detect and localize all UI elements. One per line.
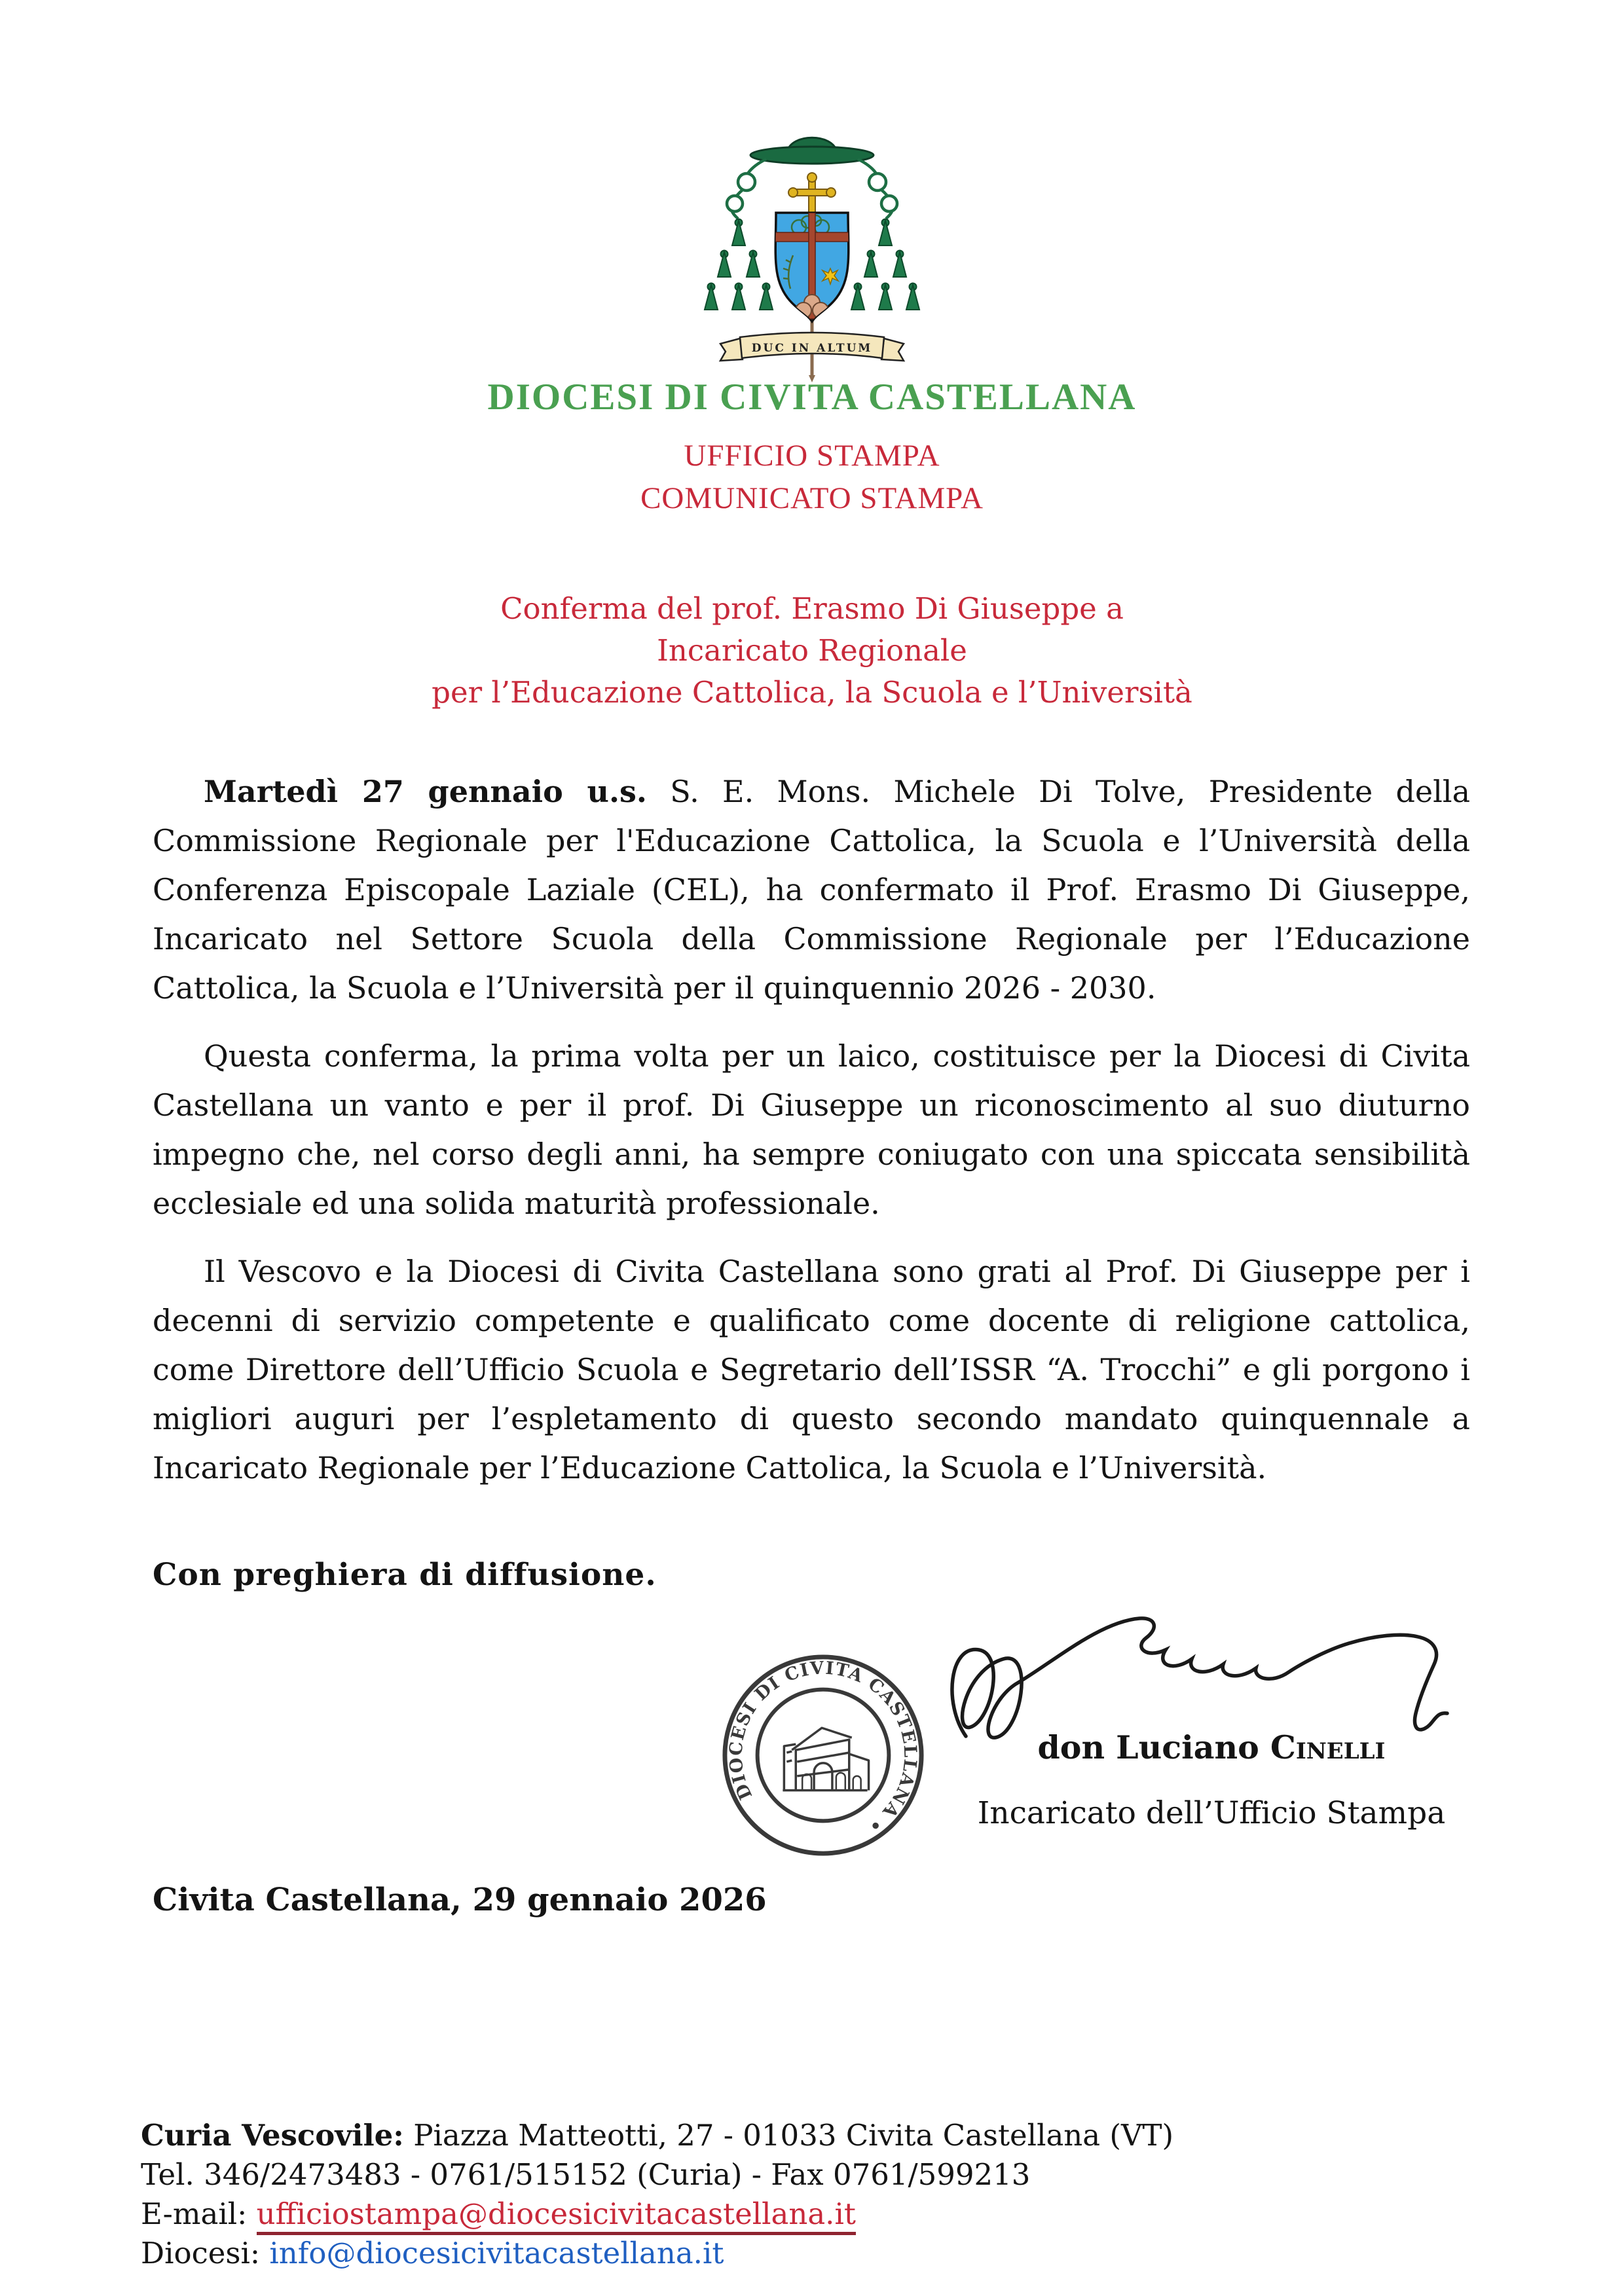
document-title-line2: Incaricato Regionale: [657, 633, 967, 668]
signer-role: Incaricato dell’Ufficio Stampa: [977, 1795, 1446, 1831]
footer-phone-line: Tel. 346/2473483 - 0761/515152 (Curia) - Fax 0761/599213: [141, 2157, 1031, 2192]
document-title-line3: per l’Educazione Cattolica, la Scuola e l’Università: [432, 675, 1192, 710]
document-title: [0, 588, 1624, 714]
gold-cross-icon: [788, 173, 836, 214]
shield-icon: [775, 213, 849, 321]
signer-name-prefix: don Luciano: [1037, 1728, 1270, 1766]
crest-motto: DUC IN ALTUM: [751, 342, 873, 355]
paragraph-3: Il Vescovo e la Diocesi di Civita Castellana sono grati al Prof. Di Giuseppe per i decenni di servizio competente e qualificato come docente di religione cattolica, come Direttore dell’Ufficio Scuola e Segretario dell’ISSR “A. Trocchi” e gli porgono i migliori auguri per l’espletamento di questo secondo mandato quinquennale a Incaricato Regionale per l’Educazione Cattolica, la Scuola e l’Università.: [153, 1254, 1470, 1485]
footer-address-value: Piazza Matteotti, 27 - 01033 Civita Castellana (VT): [403, 2118, 1174, 2153]
document-title-line1: Conferma del prof. Erasmo Di Giuseppe a: [500, 591, 1124, 626]
stamp-circular-text: DIOCESI DI CIVITA CASTELLANA •: [726, 1658, 921, 1837]
org-name-heading: DIOCESI DI CIVITA CASTELLANA: [487, 376, 1137, 418]
footer-diocese-label: Diocesi:: [141, 2236, 270, 2270]
footer: [141, 2116, 1516, 2273]
diocese-stamp-icon: [719, 1651, 927, 1859]
paragraph-1: [153, 767, 1470, 1013]
diocese-email-link[interactable]: info@diocesicivitacastellana.it: [269, 2236, 724, 2270]
press-office-email-link[interactable]: ufficiostampa@diocesicivitacastellana.it: [257, 2196, 856, 2235]
footer-address-line: [141, 2116, 1516, 2155]
dateline: Civita Castellana, 29 gennaio 2026: [153, 1882, 767, 1918]
body-text: [153, 767, 1470, 1493]
church-facade-icon: [783, 1728, 868, 1790]
paragraph-1-rest: S. E. Mons. Michele Di Tolve, Presidente della Commissione Regionale per l'Educazione Cattolica, la Scuola e l’Università della Conferenza Episcopale Laziale (CEL), ha confermato il Prof. Erasmo Di Giuseppe, Incaricato nel Settore Scuola della Commissione Regionale per l’Educazione Cattolica, la Scuola e l’Università per il quinquennio 2026 - 2030.: [153, 774, 1471, 1006]
footer-email-label: E-mail:: [141, 2196, 257, 2231]
footer-email-line: [141, 2195, 1516, 2234]
galero-hat-icon: [750, 137, 874, 164]
diocese-coat-of-arms-icon: [701, 121, 923, 383]
paragraph-1-lead: Martedì 27 gennaio u.s.: [204, 774, 647, 809]
press-office-line: UFFICIO STAMPA: [684, 439, 940, 473]
closing-line: Con preghiera di diffusione.: [153, 1557, 657, 1593]
signer-surname: Cinelli: [1270, 1728, 1386, 1766]
footer-diocese-line: [141, 2234, 1516, 2273]
paragraph-2: Questa conferma, la prima volta per un laico, costituisce per la Diocesi di Civita Castellana un vanto e per il prof. Di Giuseppe un riconoscimento al suo diuturno impegno che, nel corso degli anni, ha sempre coniugato con una spiccata sensibilità ecclesiale ed una solida maturità professionale.: [153, 1038, 1470, 1221]
signer-name: [936, 1728, 1486, 1766]
press-release-line: COMUNICATO STAMPA: [640, 481, 984, 515]
footer-address-label: Curia Vescovile:: [141, 2118, 404, 2153]
